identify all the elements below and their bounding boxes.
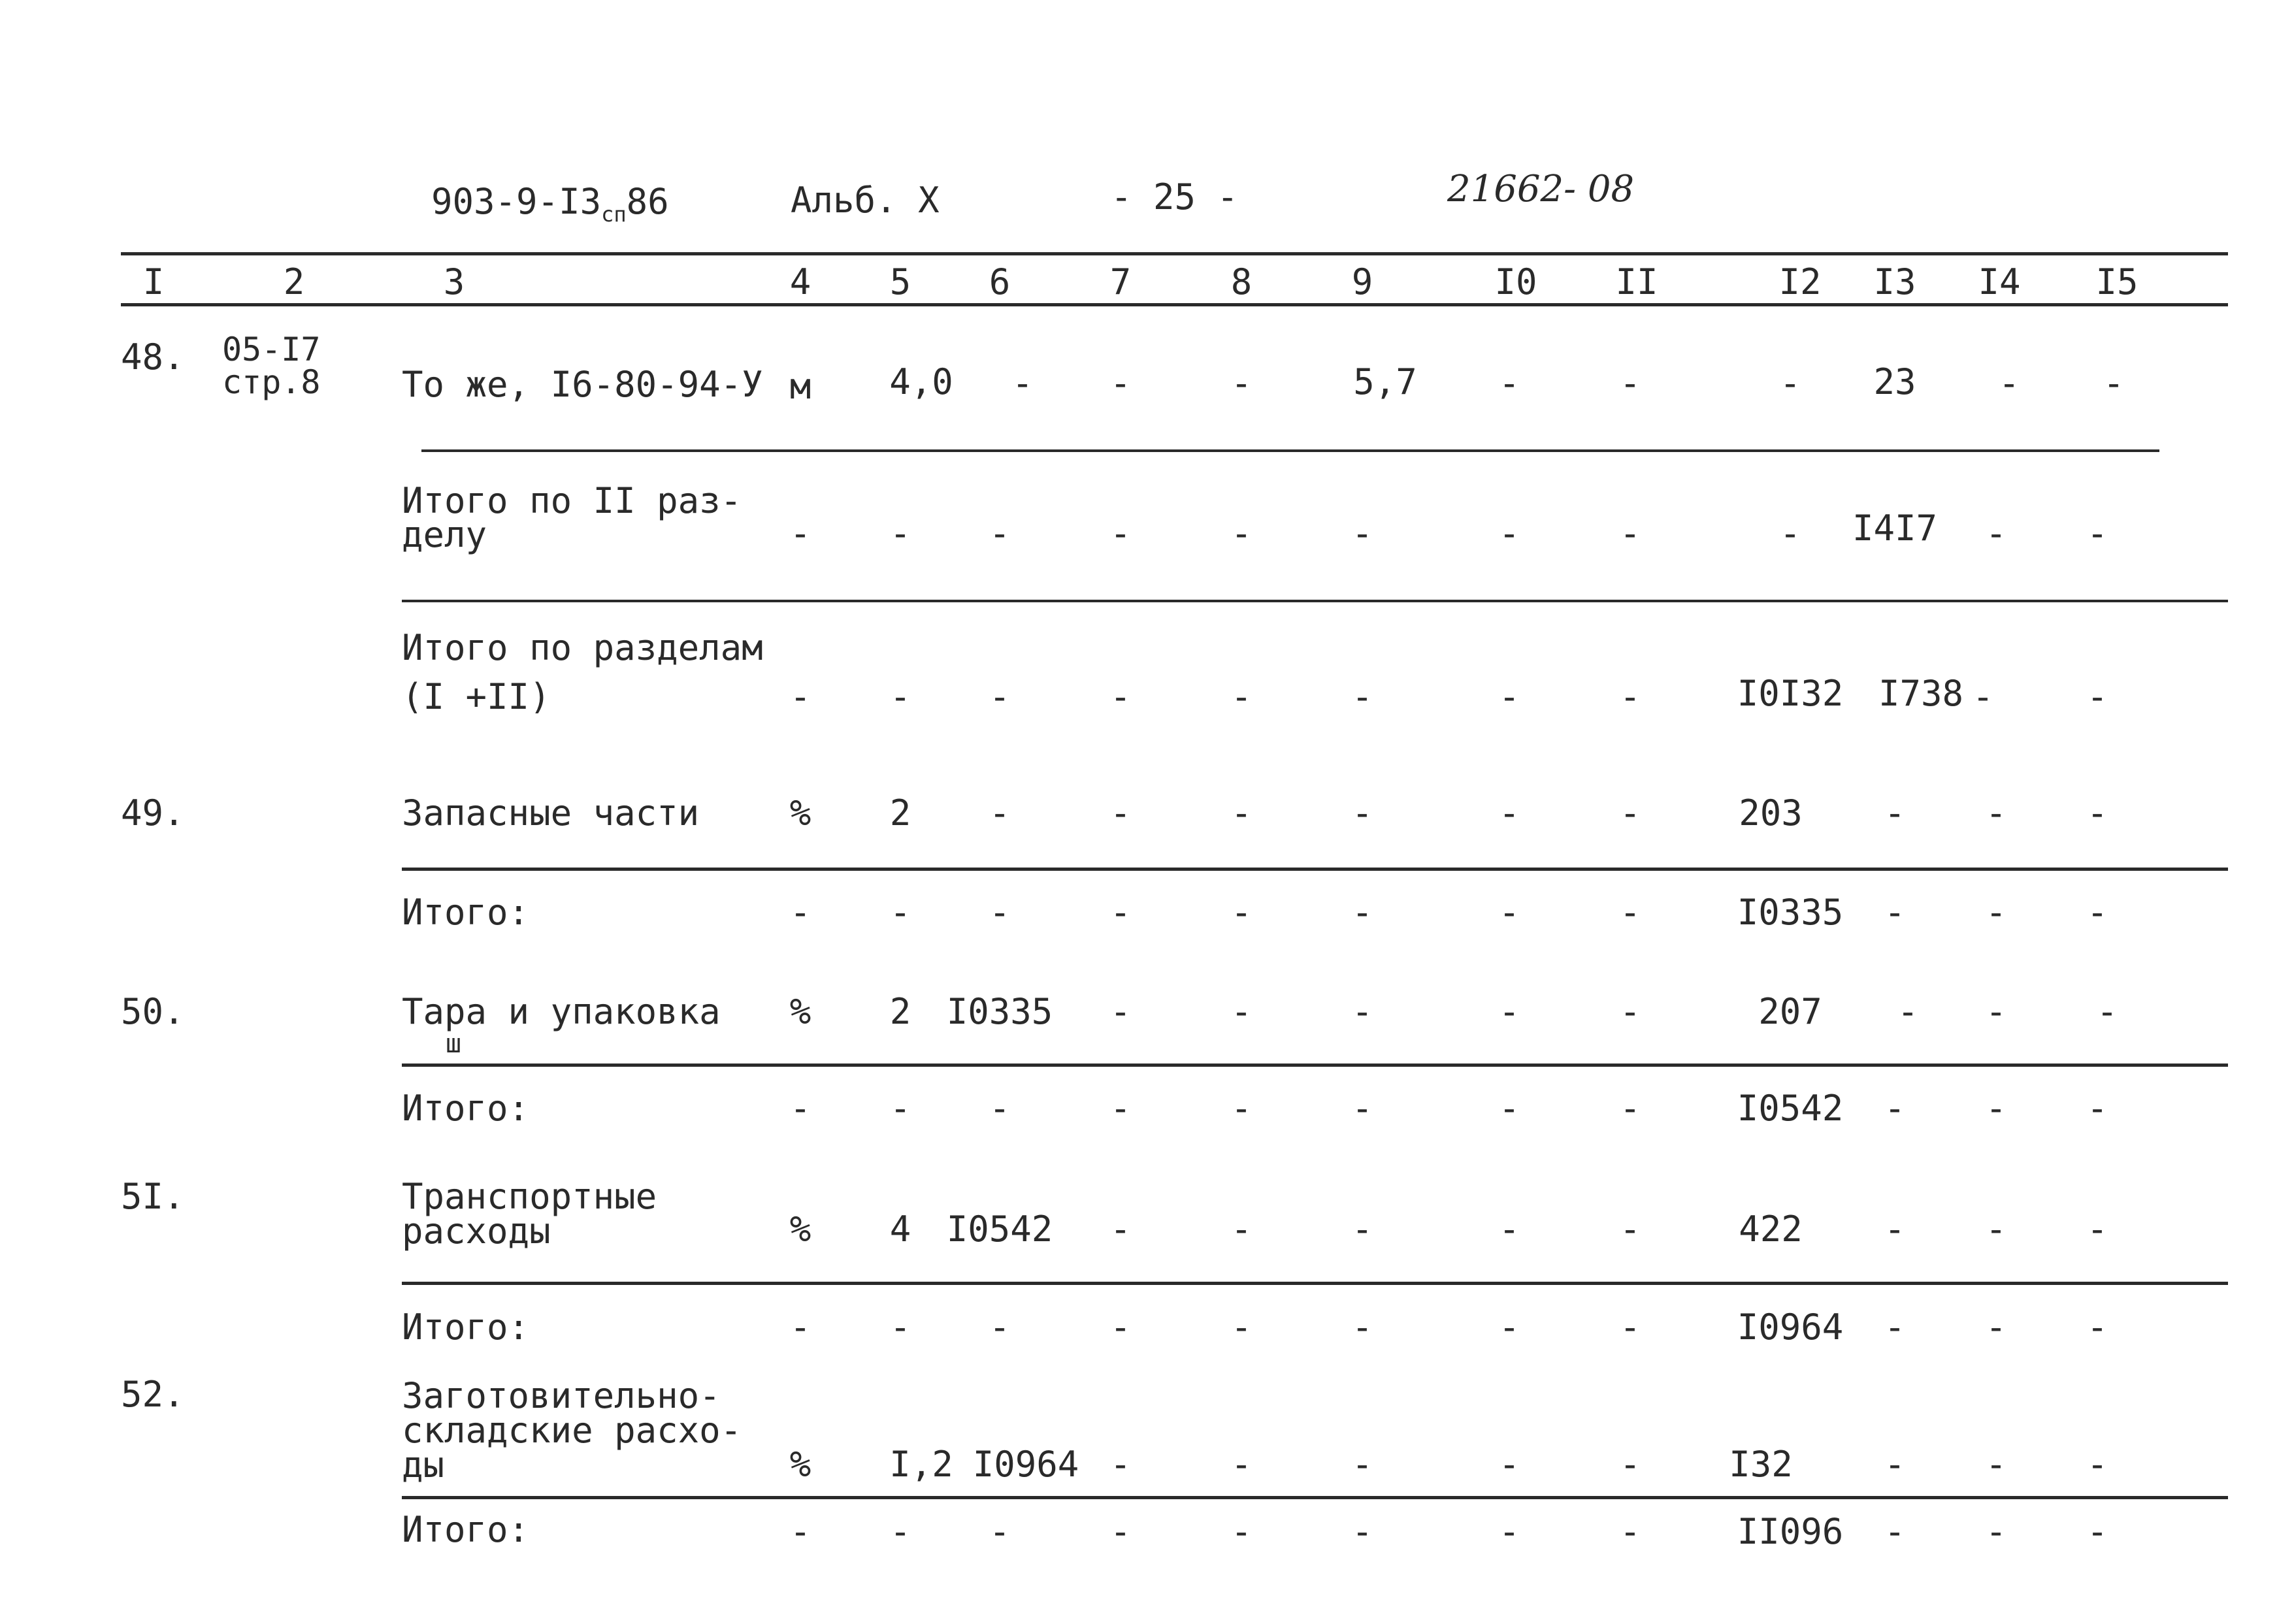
row-number: 50.	[121, 991, 185, 1032]
cell-value: -	[989, 1088, 1011, 1129]
cell-value: -	[1230, 792, 1253, 834]
cell-value: -	[1985, 1209, 2007, 1250]
column-number: 7	[1109, 261, 1132, 302]
cell-value: -	[1230, 1209, 1253, 1250]
cell-value: -	[1998, 363, 2020, 404]
row-rule	[421, 449, 2159, 452]
cell-value: -	[2096, 991, 2118, 1032]
cell-value: 5,7	[1353, 361, 1417, 402]
cell-value: -	[1109, 1209, 1132, 1250]
cell-value: -	[1109, 892, 1132, 933]
reference: стр.8	[222, 363, 321, 401]
document-code-main: 903-9-I3	[431, 181, 602, 222]
cell-value: I0542	[946, 1209, 1053, 1250]
item-name: Итого по II раз-	[402, 480, 742, 521]
item-name: расходы	[402, 1210, 551, 1252]
cell-value: I738	[1878, 673, 1964, 714]
cell-value: -	[1884, 892, 1906, 933]
cell-value: -	[889, 892, 911, 933]
cell-value: -	[1351, 991, 1373, 1032]
row-rule	[402, 868, 2228, 871]
cell-value: -	[1985, 1307, 2007, 1348]
cell-value: 2	[889, 991, 911, 1032]
cell-value: -	[1498, 792, 1520, 834]
reference: 05-I7	[222, 331, 321, 368]
cell-value: -	[1230, 1511, 1253, 1552]
cell-value: -	[789, 676, 811, 717]
cell-value: -	[1109, 513, 1132, 554]
column-number: 6	[989, 261, 1011, 302]
cell-value: -	[1351, 1088, 1373, 1129]
handwritten-number: 21662- 08	[1447, 168, 1635, 210]
cell-value: -	[789, 1088, 811, 1129]
column-number: I	[142, 261, 165, 302]
cell-value: -	[1109, 1511, 1132, 1552]
cell-value: -	[1884, 1511, 1906, 1552]
cell-value: -	[1619, 792, 1641, 834]
document-code	[431, 181, 669, 227]
cell-value: I0542	[1737, 1088, 1844, 1129]
cell-value: -	[2086, 1088, 2108, 1129]
cell-value: 207	[1758, 991, 1822, 1032]
cell-value: I0964	[972, 1444, 1079, 1485]
column-number: II	[1615, 261, 1658, 302]
cell-value: -	[1498, 1444, 1520, 1485]
column-header-rule	[121, 303, 2228, 306]
item-name: ды	[402, 1444, 445, 1486]
cell-value: I0335	[946, 991, 1053, 1032]
cell-value: -	[1230, 363, 1253, 404]
cell-value: -	[2086, 792, 2108, 834]
cell-value: -	[1619, 991, 1641, 1032]
column-number: I2	[1778, 261, 1822, 302]
cell-value: -	[789, 1511, 811, 1552]
cell-value: -	[1109, 363, 1132, 404]
column-number: 2	[283, 261, 305, 302]
unit: %	[789, 1444, 811, 1485]
column-number: 9	[1351, 261, 1373, 302]
top-rule	[121, 252, 2228, 255]
cell-value: -	[1011, 363, 1034, 404]
cell-value: 2	[889, 792, 911, 834]
cell-value: -	[1498, 1209, 1520, 1250]
cell-value: -	[1897, 991, 1919, 1032]
cell-value: 422	[1739, 1209, 1803, 1250]
cell-value: -	[1109, 991, 1132, 1032]
cell-value: 4	[889, 1209, 911, 1250]
row-rule	[402, 600, 2228, 602]
cell-value: -	[889, 676, 911, 717]
item-name: (I +II)	[402, 676, 551, 717]
cell-value: -	[2103, 363, 2125, 404]
cell-value: I4I7	[1852, 508, 1938, 549]
item-name: Итого:	[402, 1088, 530, 1129]
cell-value: -	[1985, 991, 2007, 1032]
cell-value: -	[1351, 1511, 1373, 1552]
cell-value: -	[1884, 1088, 1906, 1129]
cell-value: -	[1230, 513, 1253, 554]
cell-value: -	[1884, 1209, 1906, 1250]
cell-value: 23	[1873, 361, 1916, 402]
cell-value: -	[1985, 1088, 2007, 1129]
column-number: 8	[1230, 261, 1253, 302]
cell-value: -	[1109, 1088, 1132, 1129]
row-number: 5I.	[121, 1176, 185, 1217]
cell-value: -	[889, 1088, 911, 1129]
column-number: I0	[1494, 261, 1537, 302]
cell-value: -	[1985, 1444, 2007, 1485]
row-rule	[402, 1282, 2228, 1285]
item-name: делу	[402, 514, 487, 555]
item-name: Итого:	[402, 1509, 530, 1550]
cell-value: -	[1230, 991, 1253, 1032]
cell-value: -	[1109, 1307, 1132, 1348]
cell-value: -	[1351, 792, 1373, 834]
cell-value: -	[1985, 792, 2007, 834]
item-mark: ш	[446, 1029, 462, 1059]
cell-value: -	[1498, 892, 1520, 933]
cell-value: -	[1230, 892, 1253, 933]
column-number: 4	[789, 261, 811, 302]
cell-value: -	[989, 676, 1011, 717]
cell-value: -	[1985, 892, 2007, 933]
cell-value: I0964	[1737, 1307, 1844, 1348]
cell-value: -	[1619, 1511, 1641, 1552]
cell-value: -	[889, 1511, 911, 1552]
cell-value: -	[1619, 1307, 1641, 1348]
column-number: 5	[889, 261, 911, 302]
page-number: - 25 -	[1111, 176, 1239, 218]
row-number: 52.	[121, 1374, 185, 1415]
row-rule	[402, 1064, 2228, 1067]
cell-value: -	[1985, 1511, 2007, 1552]
cell-value: -	[1498, 676, 1520, 717]
cell-value: -	[1230, 1307, 1253, 1348]
item-name: Заготовительно-	[402, 1375, 721, 1416]
item-name: Транспортные	[402, 1176, 657, 1217]
unit: м	[789, 366, 811, 407]
cell-value: -	[989, 513, 1011, 554]
document-code-tail: 86	[626, 181, 669, 222]
cell-value: I32	[1729, 1444, 1793, 1485]
cell-value: -	[1779, 363, 1801, 404]
row-number: 48.	[121, 336, 185, 378]
row-rule	[402, 1496, 2228, 1499]
cell-value: -	[1498, 513, 1520, 554]
item-name: складские расхо-	[402, 1410, 742, 1451]
cell-value: II096	[1737, 1511, 1844, 1552]
unit: %	[789, 991, 811, 1032]
item-name: Итого по разделам	[402, 627, 763, 668]
cell-value: -	[1351, 1307, 1373, 1348]
cell-value: -	[989, 792, 1011, 834]
cell-value: -	[1619, 892, 1641, 933]
cell-value: -	[1230, 1444, 1253, 1485]
cell-value: -	[1498, 1307, 1520, 1348]
cell-value: -	[1230, 676, 1253, 717]
cell-value: -	[789, 1307, 811, 1348]
cell-value: -	[1230, 1088, 1253, 1129]
cell-value: I0335	[1737, 892, 1844, 933]
cell-value: -	[1109, 792, 1132, 834]
cell-value: -	[1351, 676, 1373, 717]
cell-value: -	[1351, 1444, 1373, 1485]
cell-value: -	[1884, 1307, 1906, 1348]
cell-value: -	[2086, 513, 2108, 554]
cell-value: -	[1498, 1511, 1520, 1552]
cell-value: -	[2086, 676, 2108, 717]
cell-value: -	[789, 892, 811, 933]
cell-value: -	[1619, 363, 1641, 404]
cell-value: -	[2086, 1307, 2108, 1348]
album-label: Альб. X	[791, 180, 940, 221]
column-number: I3	[1873, 261, 1916, 302]
cell-value: -	[1351, 513, 1373, 554]
cell-value: -	[1351, 1209, 1373, 1250]
cell-value: -	[2086, 1511, 2108, 1552]
cell-value: I,2	[889, 1444, 953, 1485]
cell-value: -	[1985, 513, 2007, 554]
cell-value: -	[1498, 991, 1520, 1032]
cell-value: -	[2086, 892, 2108, 933]
document-code-sub: сп	[601, 202, 627, 227]
cell-value: -	[1779, 513, 1801, 554]
cell-value: -	[789, 513, 811, 554]
column-number: I4	[1978, 261, 2021, 302]
cell-value: 203	[1739, 792, 1803, 834]
cell-value: -	[1972, 676, 1994, 717]
cell-value: -	[989, 1511, 1011, 1552]
unit: %	[789, 792, 811, 834]
cell-value: 4,0	[889, 361, 953, 402]
item-name: То же, I6-80-94-У	[402, 364, 763, 405]
item-name: Итого:	[402, 892, 530, 933]
cell-value: -	[1498, 363, 1520, 404]
row-number: 49.	[121, 792, 185, 834]
cell-value: -	[989, 1307, 1011, 1348]
cell-value: -	[1619, 1444, 1641, 1485]
cell-value: -	[2086, 1209, 2108, 1250]
cell-value: I0I32	[1737, 673, 1844, 714]
cell-value: -	[1498, 1088, 1520, 1129]
cell-value: -	[1351, 892, 1373, 933]
cell-value: -	[889, 513, 911, 554]
item-name: Итого:	[402, 1307, 530, 1348]
cell-value: -	[1884, 1444, 1906, 1485]
cell-value: -	[1619, 1209, 1641, 1250]
cell-value: -	[2086, 1444, 2108, 1485]
cell-value: -	[1109, 676, 1132, 717]
cell-value: -	[889, 1307, 911, 1348]
cell-value: -	[1619, 513, 1641, 554]
column-number: I5	[2095, 261, 2138, 302]
unit: %	[789, 1209, 811, 1250]
cell-value: -	[1619, 1088, 1641, 1129]
cell-value: -	[1619, 676, 1641, 717]
column-number: 3	[443, 261, 465, 302]
item-name: Запасные части	[402, 792, 700, 834]
cell-value: -	[1109, 1444, 1132, 1485]
cell-value: -	[1884, 792, 1906, 834]
cell-value: -	[989, 892, 1011, 933]
item-name: Тара и упаковка	[402, 991, 721, 1032]
